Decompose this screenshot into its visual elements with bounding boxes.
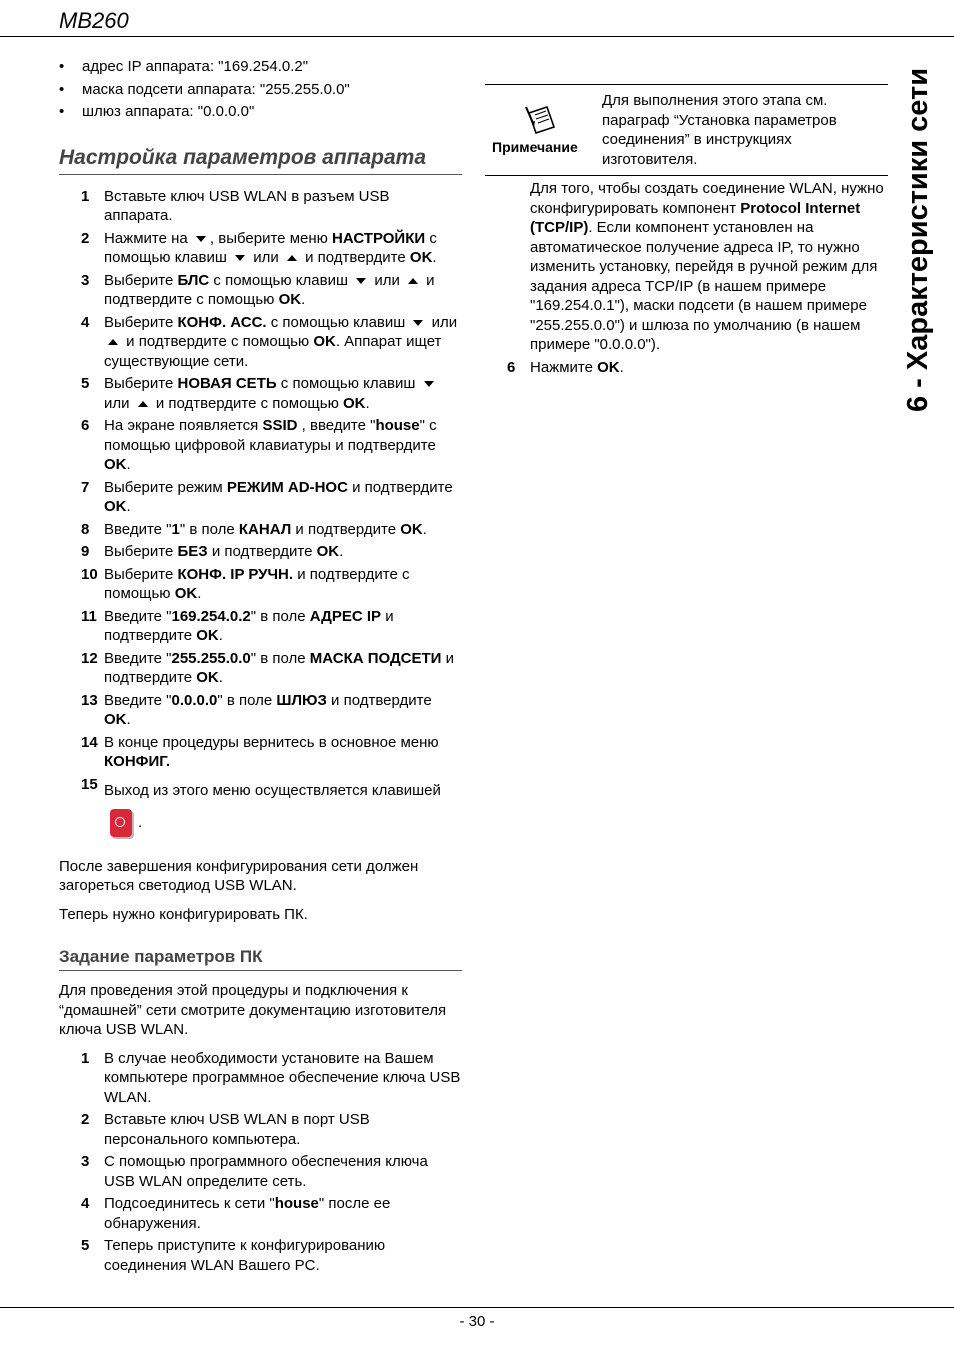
ip-settings-list <box>59 57 462 122</box>
model-name: MB260 <box>59 8 129 33</box>
list-item: • адрес IP аппарата: "169.254.0.2" <box>59 58 309 75</box>
arrow-down-icon <box>413 320 423 326</box>
step: 2 Нажмите на , выберите меню НАСТРОЙКИ с помощью клавиш или и подтвердите OK. <box>81 229 437 266</box>
chapter-side-title: 6 - Характеристики сети <box>902 67 934 412</box>
step: 13 Введите "0.0.0.0" в поле ШЛЮЗ и подтвердите OK. <box>81 691 432 728</box>
step: 3 Выберите БЛС с помощью клавиш или и подтвердите с помощью OK. <box>81 271 435 308</box>
note-box <box>485 84 888 176</box>
step: 2 Вставьте ключ USB WLAN в порт USB персонального компьютера. <box>81 1111 370 1148</box>
note-text: Для выполнения этого этапа см. параграф “Установка параметров соединения” в инструкциях изготовителя. <box>602 92 837 168</box>
tcpip-instructions: Для того, чтобы создать соединение WLAN, нужно сконфигурировать компонент Protocol Internet (TCP/IP). Если компонент установлен на автоматическое получение адреса IP, то нужно изменить установку, перейдя в ручной режим для задания адреса TCP/IP (в нашем примере "169.254.0.1"), маски подсети (в нашем примере "255.255.0.0") и шлюза по умолчанию (в нашем примере "0.0.0.0"). <box>530 180 884 353</box>
now-pc-text: Теперь нужно конфигурировать ПК. <box>59 905 308 923</box>
left-column <box>59 57 462 1278</box>
step: 1 Вставьте ключ USB WLAN в разъем USB аппарата. <box>81 187 390 224</box>
step: 12 Введите "255.255.0.0" в поле МАСКА ПОДСЕТИ и подтвердите OK. <box>81 649 454 686</box>
list-item: • шлюз аппарата: "0.0.0.0" <box>59 103 255 120</box>
arrow-up-icon <box>138 401 148 407</box>
stop-key-icon <box>110 809 132 837</box>
arrow-up-icon <box>287 255 297 261</box>
pc-setup-intro: Для проведения этой процедуры и подключения к “домашней” сети смотрите документацию изготовителя ключа USB WLAN. <box>59 982 447 1038</box>
step: 6 На экране появляется SSID , введите "house" с помощью цифровой клавиатуры и подтвердите OK. <box>81 417 437 473</box>
list-item: • маска подсети аппарата: "255.255.0.0" <box>59 80 350 98</box>
step: 5 Теперь приступите к конфигурированию соединения WLAN Вашего PC. <box>81 1237 386 1274</box>
page-number: - 30 - <box>459 1313 495 1330</box>
pc-setup-steps <box>59 1049 462 1276</box>
step: 7 Выберите режим РЕЖИМ AD-HOC и подтвердите OK. <box>81 478 453 515</box>
step: 8 Введите "1" в поле КАНАЛ и подтвердите OK. <box>81 520 427 538</box>
header-rule <box>0 36 954 37</box>
device-setup-steps <box>59 187 462 839</box>
step: 4 Подсоединитесь к сети "house" после ее обнаружения. <box>81 1195 391 1232</box>
note-icon <box>523 103 559 141</box>
step: 11 Введите "169.254.0.2" в поле АДРЕС IP и подтвердите OK. <box>81 607 394 644</box>
step: 5 Выберите НОВАЯ СЕТЬ с помощью клавиш или и подтвердите с помощью OK. <box>59 374 462 413</box>
right-column <box>507 179 887 377</box>
section-title-pc-setup: Задание параметров ПК <box>59 946 462 971</box>
arrow-down-icon <box>235 255 245 261</box>
footer-rule <box>0 1307 954 1308</box>
arrow-down-icon <box>196 236 206 242</box>
step: 4 Выберите КОНФ. АСС. с помощью клавиш или и подтвердите с помощью OK. Аппарат ищет существующие сети. <box>81 313 458 370</box>
section-title-device-setup: Настройка параметров аппарата <box>59 145 462 175</box>
arrow-up-icon <box>408 278 418 284</box>
arrow-down-icon <box>356 278 366 284</box>
step: 14 В конце процедуры вернитесь в основное меню КОНФИГ. <box>81 733 439 770</box>
step: 6 Нажмите OK. <box>507 358 624 376</box>
arrow-down-icon <box>424 381 434 387</box>
after-config-text: После завершения конфигурирования сети должен загореться светодиод USB WLAN. <box>59 857 419 894</box>
step: 1 В случае необходимости установите на Вашем компьютере программное обеспечение ключа USB WLAN. <box>81 1049 461 1106</box>
step: 9 Выберите БЕЗ и подтвердите OK. <box>81 543 344 560</box>
note-label: Примечание <box>492 139 578 155</box>
step: 15 Выход из этого меню осуществляется клавишей . <box>59 775 462 839</box>
step: 3 С помощью программного обеспечения ключа USB WLAN определите сеть. <box>81 1153 428 1190</box>
arrow-up-icon <box>108 339 118 345</box>
step: 10 Выберите КОНФ. IP РУЧН. и подтвердите с помощью OK. <box>81 565 410 602</box>
